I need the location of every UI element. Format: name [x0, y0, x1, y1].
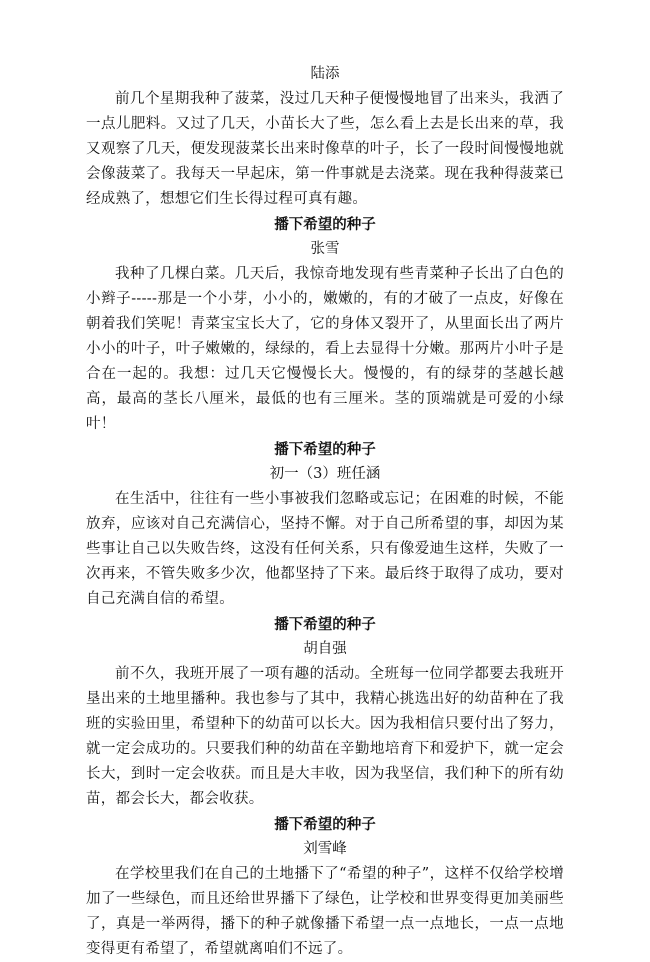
- essay-5: [86, 812, 564, 962]
- essay-body: 我种了几棵白菜。几天后，我惊奇地发现有些青菜种子长出了白色的小辫子-----那是一个小芽，小小的，嫩嫩的，有的才破了一点皮，好像在朝着我们笑呢！青菜宝宝长大了，它的身体又裂开了，从里面长出了两片小小的叶子，叶子嫩嫩的，绿绿的，看上去显得十分嫩。那两片小叶子是合在一起的。我想：过几天它慢慢长大。慢慢的，有的绿芽的茎越长越高，最高的茎长八厘米，最低的也有三厘米。茎的顶端就是可爱的小绿叶！: [86, 266, 564, 432]
- essay-4: [86, 612, 564, 812]
- essay-body: 前几个星期我种了菠菜，没过几天种子便慢慢地冒了出来头，我洒了一点儿肥料。又过了几天，小苗长大了些，怎么看上去是长出来的草，我又观察了几天，便发现菠菜长出来时像草的叶子，长了一段时间慢慢地就会像菠菜了。我每天一早起床，第一件事就是去浇菜。现在我种得菠菜已经成熟了，想想它们生长得过程可真有趣。: [86, 91, 564, 207]
- essay-2: [86, 212, 564, 437]
- essay-1: [86, 62, 564, 212]
- essay-title: 播下希望的种子: [274, 816, 376, 833]
- essay-body: 前不久，我班开展了一项有趣的活动。全班每一位同学都要去我班开垦出来的土地里播种。我也参与了其中，我精心挑选出好的幼苗种在了我班的实验田里，希望种下的幼苗可以长大。因为我相信只要付出了努力，就一定会成功的。只要我们种的幼苗在辛勤地培育下和爱护下，就一定会长大，到时一定会收获。而且是大丰收，因为我坚信，我们种下的所有幼苗，都会长大，都会收获。: [86, 666, 564, 807]
- essay-title: 播下希望的种子: [274, 216, 376, 233]
- essay-body: 在生活中，往往有一些小事被我们忽略或忘记；在困难的时候，不能放弃，应该对自己充满信心，坚持不懈。对于自己所希望的事，却因为某些事让自己以失败告终，这没有任何关系，只有像爱迪生这样，失败了一次再来，不管失败多少次，他都坚持了下来。最后终于取得了成功，要对自己充满自信的希望。: [86, 491, 564, 607]
- essay-body: 在学校里我们在自己的土地播下了“希望的种子”，这样不仅给学校增加了一些绿色，而且还给世界播下了绿色，让学校和世界变得更加美丽些了，真是一举两得，播下的种子就像播下希望一点一点地长，一点一点地变得更有希望了，希望就离咱们不远了。: [86, 866, 564, 957]
- essay-title: 播下希望的种子: [274, 616, 376, 633]
- essay-3: [86, 437, 564, 612]
- essay-author: 胡自强: [303, 641, 347, 657]
- essay-author: 张雪: [310, 241, 340, 257]
- essay-title: 播下希望的种子: [274, 441, 376, 458]
- essay-author: 初一（3）班任涵: [269, 466, 381, 482]
- essay-author: 陆添: [310, 66, 340, 82]
- document-page: [86, 62, 564, 962]
- essay-author: 刘雪峰: [303, 841, 347, 857]
